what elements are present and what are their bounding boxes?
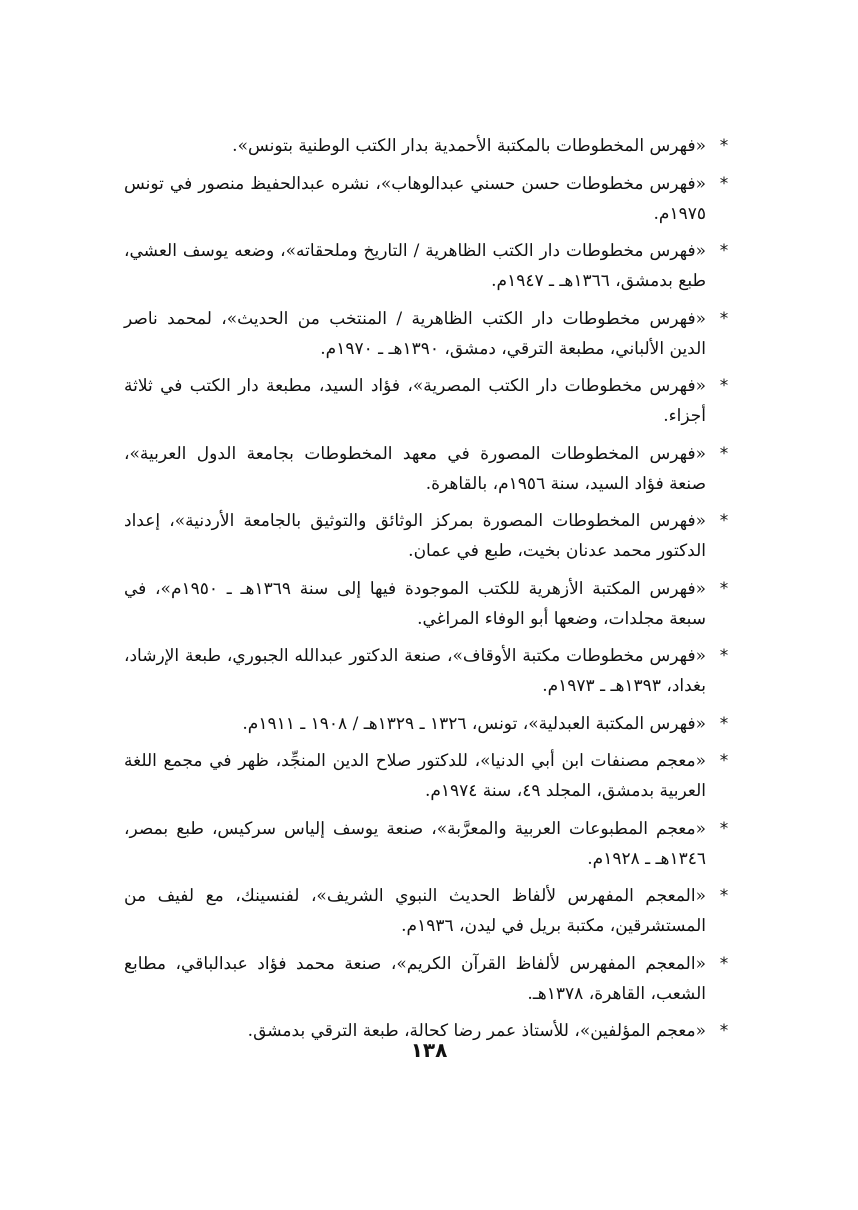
- asterisk-bullet: *: [719, 511, 729, 531]
- entry-text: «فهرس مخطوطات دار الكتب الظاهرية / التاريخ وملحقاته»، وضعه يوسف العشي، طبع بدمشق، ١٣٦٦هـ ـ ١٩٤٧م.: [124, 241, 706, 291]
- bibliography-entry: [124, 574, 734, 634]
- asterisk-bullet: *: [719, 953, 729, 974]
- asterisk-bullet: *: [719, 241, 729, 261]
- bibliography-entry: [124, 304, 734, 364]
- bibliography-entry: [124, 371, 734, 431]
- asterisk-bullet: *: [719, 646, 729, 666]
- asterisk-bullet: *: [719, 136, 729, 156]
- asterisk-bullet: *: [719, 751, 729, 771]
- entry-text: «معجم المطبوعات العربية والمعرَّبة»، صنعة يوسف إلياس سركيس، طبع بمصر، ١٣٤٦هـ ـ ١٩٢٨م.: [124, 818, 707, 869]
- asterisk-bullet: *: [719, 308, 729, 329]
- asterisk-bullet: *: [719, 376, 729, 396]
- asterisk-bullet: *: [719, 886, 729, 906]
- entry-text: «فهرس المخطوطات المصورة بمركز الوثائق والتوثيق بالجامعة الأردنية»، إعداد الدكتور محمد عدنان بخيت، طبع في عمان.: [124, 511, 706, 561]
- entry-text: «فهرس مخطوطات حسن حسني عبدالوهاب»، نشره عبدالحفيظ منصور في تونس ١٩٧٥م.: [124, 173, 706, 224]
- entry-text: «فهرس المكتبة العبدلية»، تونس، ١٣٢٦ ـ ١٣٢٩هـ / ١٩٠٨ ـ ١٩١١م.: [242, 713, 706, 734]
- bibliography-entry: [124, 709, 734, 739]
- entry-text: «فهرس مخطوطات مكتبة الأوقاف»، صنعة الدكتور عبدالله الجبوري، طبعة الإرشاد، بغداد، ١٣٩٣هـ ـ ١٩٧٣م.: [124, 646, 706, 696]
- bibliography-entry: [124, 746, 734, 806]
- asterisk-bullet: *: [719, 713, 729, 734]
- entry-text: «معجم المؤلفين»، للأستاذ عمر رضا كحالة، طبعة الترقي بدمشق.: [247, 1021, 706, 1041]
- page-number: ١٣٨: [410, 1038, 448, 1062]
- bibliography-entry: [124, 949, 734, 1009]
- entry-text: «فهرس مخطوطات دار الكتب الظاهرية / المنتخب من الحديث»، لمحمد ناصر الدين الألباني، مطبعة الترقي، دمشق، ١٣٩٠هـ ـ ١٩٧٠م.: [124, 308, 706, 359]
- asterisk-bullet: *: [719, 1021, 729, 1041]
- bibliography-entry: [124, 506, 734, 566]
- bibliography-list: [124, 131, 734, 1054]
- bibliography-entry: [124, 131, 734, 161]
- entry-text: «المعجم المفهرس لألفاظ القرآن الكريم»، صنعة محمد فؤاد عبدالباقي، مطابع الشعب، القاهرة، ١٣٧٨هـ.: [124, 953, 706, 1004]
- entry-text: «فهرس مخطوطات دار الكتب المصرية»، فؤاد السيد، مطبعة دار الكتب في ثلاثة أجزاء.: [124, 376, 706, 426]
- asterisk-bullet: *: [719, 443, 729, 464]
- entry-text: «معجم مصنفات ابن أبي الدنيا»، للدكتور صلاح الدين المنجِّد، ظهر في مجمع اللغة العربية بدمشق، المجلد ٤٩، سنة ١٩٧٤م.: [124, 751, 706, 801]
- bibliography-entry: [124, 881, 734, 941]
- bibliography-entry: [124, 641, 734, 701]
- asterisk-bullet: *: [719, 578, 729, 599]
- asterisk-bullet: *: [719, 173, 729, 194]
- asterisk-bullet: *: [719, 818, 729, 839]
- bibliography-entry: [124, 169, 734, 229]
- entry-text: «فهرس المكتبة الأزهرية للكتب الموجودة فيها إلى سنة ١٣٦٩هـ ـ ١٩٥٠م»، في سبعة مجلدات، وضعها أبو الوفاء المراغي.: [124, 578, 706, 629]
- entry-text: «فهرس المخطوطات بالمكتبة الأحمدية بدار الكتب الوطنية بتونس».: [232, 136, 706, 156]
- entry-text: «فهرس المخطوطات المصورة في معهد المخطوطات بجامعة الدول العربية»، صنعة فؤاد السيد، سنة ١٩٥٦م، بالقاهرة.: [124, 443, 706, 494]
- bibliography-entry: [124, 236, 734, 296]
- bibliography-entry: [124, 439, 734, 499]
- bibliography-entry: [124, 814, 734, 874]
- entry-text: «المعجم المفهرس لألفاظ الحديث النبوي الشريف»، لفنسينك، مع لفيف من المستشرقين، مكتبة بريل في ليدن، ١٩٣٦م.: [124, 886, 706, 936]
